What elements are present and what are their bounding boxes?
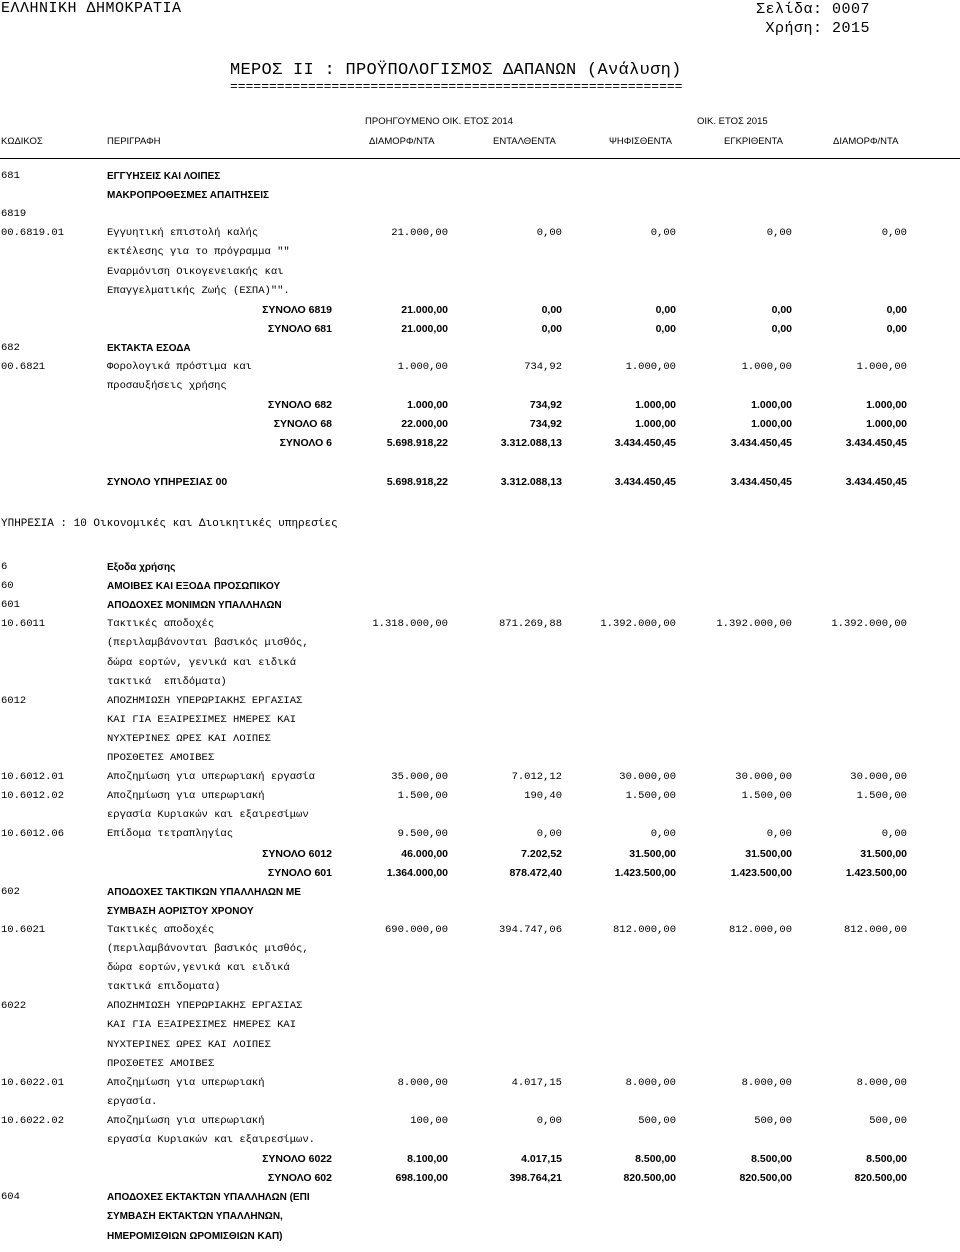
row-code: 601 bbox=[1, 599, 20, 612]
subtotal-label: ΣΥΝΟΛΟ 682 bbox=[267, 399, 332, 412]
row-description: Αποζημίωση για υπερωριακή bbox=[107, 1076, 265, 1089]
row-description: ΜΑΚΡΟΠΡΟΘΕΣΜΕΣ ΑΠΑΙΤΗΣΕΙΣ bbox=[107, 190, 269, 202]
table-row bbox=[0, 1112, 960, 1131]
amount-col-4: 1.500,00 bbox=[741, 790, 792, 803]
table-row bbox=[0, 1036, 960, 1055]
amount-col-3: 3.434.450,45 bbox=[614, 475, 676, 488]
row-code: 10.6012.01 bbox=[1, 771, 65, 784]
amount-col-2: 7.202,52 bbox=[521, 847, 562, 860]
row-description: Αποζημίωση για υπερωριακή bbox=[107, 1114, 265, 1127]
service-heading: ΥΠΗΡΕΣΙΑ : 10 Οικονομικές και Διοικητικές υπηρεσίες bbox=[1, 518, 338, 530]
subtotal-row bbox=[0, 320, 960, 339]
table-row bbox=[0, 224, 960, 243]
amount-col-4: 1.000,00 bbox=[751, 418, 792, 431]
table-row bbox=[0, 377, 960, 396]
row-description: ΚΑΙ ΓΙΑ ΕΞΑΙΡΕΣΙΜΕΣ ΗΜΕΡΕΣ ΚΑΙ bbox=[107, 1019, 297, 1032]
amount-col-4: 31.500,00 bbox=[745, 847, 792, 860]
table-row bbox=[0, 186, 960, 205]
row-description: προσαυξήσεις χρήσης bbox=[107, 380, 227, 393]
amount-col-2: 0,00 bbox=[541, 303, 562, 316]
amount-col-4: 820.500,00 bbox=[739, 1172, 792, 1185]
amount-col-1: 21.000,00 bbox=[391, 227, 448, 240]
amount-col-5: 0,00 bbox=[881, 227, 907, 240]
amount-col-3: 812.000,00 bbox=[612, 923, 676, 936]
amount-col-3: 1.000,00 bbox=[625, 361, 676, 373]
table-row bbox=[0, 615, 960, 634]
amount-col-1: 8.100,00 bbox=[407, 1153, 448, 1166]
table-row bbox=[0, 558, 960, 577]
amount-col-3: 0,00 bbox=[655, 322, 676, 335]
amount-col-5: 30.000,00 bbox=[850, 771, 907, 784]
row-description: ΑΠΟΔΟΧΕΣ ΜΟΝΙΜΩΝ ΥΠΑΛΛΗΛΩΝ bbox=[107, 600, 282, 612]
amount-col-4: 3.434.450,45 bbox=[730, 475, 792, 488]
amount-col-4: 8.500,00 bbox=[751, 1153, 792, 1166]
amount-col-2: 734,92 bbox=[529, 418, 562, 431]
subtotal-row bbox=[0, 434, 960, 453]
row-description: τακτικά επιδόματα) bbox=[107, 675, 227, 688]
table-row bbox=[0, 1093, 960, 1112]
amount-col-3: 31.500,00 bbox=[629, 847, 676, 860]
amount-col-5: 1.423.500,00 bbox=[845, 866, 907, 879]
amount-col-2: 398.764,21 bbox=[509, 1172, 562, 1185]
row-description: ΚΑΙ ΓΙΑ ΕΞΑΙΡΕΣΙΜΕΣ ΗΜΕΡΕΣ ΚΑΙ bbox=[107, 713, 297, 726]
cur-year-header: ΟΙΚ. ΕΤΟΣ 2015 bbox=[697, 116, 768, 127]
table-row bbox=[0, 577, 960, 596]
table-row bbox=[0, 339, 960, 358]
row-description: Φορολογικά πρόστιμα και bbox=[107, 361, 252, 373]
col-desc: ΠΕΡΙΓΡΑΦΗ bbox=[107, 136, 161, 147]
table-row bbox=[0, 1227, 960, 1246]
amount-col-1: 698.100,00 bbox=[395, 1172, 448, 1185]
table-row bbox=[0, 1074, 960, 1093]
amount-col-3: 500,00 bbox=[638, 1114, 676, 1127]
row-code: 6012 bbox=[1, 694, 27, 707]
row-description: εργασία Κυριακών και εξαιρεσίμων. bbox=[107, 1134, 315, 1146]
amount-col-2: 734,92 bbox=[524, 361, 562, 373]
row-description: Εξοδα χρήσης bbox=[107, 562, 176, 573]
table-row bbox=[0, 282, 960, 301]
row-code: 60 bbox=[1, 580, 14, 593]
row-description: ΠΡΟΣΘΕΤΕΣ ΑΜΟΙΒΕΣ bbox=[107, 1057, 215, 1070]
amount-col-5: 820.500,00 bbox=[854, 1172, 907, 1185]
amount-col-3: 1.000,00 bbox=[635, 418, 676, 431]
amount-col-1: 1.500,00 bbox=[397, 790, 448, 803]
amount-col-5: 500,00 bbox=[869, 1114, 907, 1127]
subtotal-row bbox=[0, 473, 960, 492]
col-voted: ΨΗΦΙΣΘΕΝΤΑ bbox=[609, 136, 672, 147]
col-approved: ΕΓΚΡΙΘΕΝΤΑ bbox=[724, 136, 783, 147]
row-description: ΕΚΤΑΚΤΑ ΕΣΟΔΑ bbox=[107, 342, 191, 354]
table-row bbox=[0, 749, 960, 768]
table-row bbox=[0, 711, 960, 730]
amount-col-5: 1.000,00 bbox=[856, 361, 907, 373]
col-paid: ΕΝΤΑΛΘΕΝΤΑ bbox=[493, 136, 556, 147]
amount-col-4: 1.392.000,00 bbox=[716, 618, 792, 631]
amount-col-2: 0,00 bbox=[536, 828, 562, 841]
row-description: ΝΥΧΤΕΡΙΝΕΣ ΩΡΕΣ ΚΑΙ ΛΟΙΠΕΣ bbox=[107, 732, 271, 745]
amount-col-5: 0,00 bbox=[881, 828, 907, 841]
amount-col-2: 0,00 bbox=[541, 322, 562, 335]
table-row bbox=[0, 692, 960, 711]
row-code: 00.6819.01 bbox=[1, 227, 65, 240]
table-row bbox=[0, 263, 960, 282]
amount-col-5: 1.000,00 bbox=[866, 399, 907, 412]
table-row bbox=[0, 596, 960, 615]
amount-col-5: 1.500,00 bbox=[856, 790, 907, 803]
amount-col-4: 0,00 bbox=[771, 303, 792, 316]
amount-col-5: 3.434.450,45 bbox=[845, 475, 907, 488]
amount-col-5: 1.000,00 bbox=[866, 418, 907, 431]
row-description: εργασία Κυριακών και εξαιρεσίμων bbox=[107, 809, 309, 822]
row-code: 602 bbox=[1, 885, 20, 898]
amount-col-1: 22.000,00 bbox=[401, 418, 448, 431]
col-cur-amended: ΔΙΑΜΟΡΦ/ΝΤΑ bbox=[833, 136, 899, 147]
subtotal-row bbox=[0, 864, 960, 883]
subtotal-label: ΣΥΝΟΛΟ 68 bbox=[273, 418, 332, 431]
row-description: Εναρμόνιση Οικογενειακής και bbox=[107, 265, 284, 278]
amount-col-1: 1.364.000,00 bbox=[386, 866, 448, 879]
amount-col-2: 4.017,15 bbox=[511, 1076, 562, 1089]
amount-col-3: 820.500,00 bbox=[623, 1172, 676, 1185]
row-code: 6 bbox=[1, 561, 8, 573]
amount-col-3: 8.000,00 bbox=[625, 1076, 676, 1089]
row-description: εργασία. bbox=[107, 1095, 158, 1108]
table-row bbox=[0, 1055, 960, 1074]
row-description: (περιλαμβάνονται βασικός μισθός, bbox=[107, 943, 309, 955]
row-description: ΣΥΜΒΑΣΗ ΕΚΤΑΚΤΩΝ ΥΠΑΛΛΗΝΩΝ, bbox=[107, 1211, 283, 1223]
amount-col-4: 30.000,00 bbox=[735, 771, 792, 784]
subtotal-label: ΣΥΝΟΛΟ 6 bbox=[279, 437, 332, 450]
row-code: 10.6022.01 bbox=[1, 1076, 65, 1089]
amount-col-5: 0,00 bbox=[886, 322, 907, 335]
table-row bbox=[0, 978, 960, 997]
amount-col-1: 9.500,00 bbox=[397, 828, 448, 841]
amount-col-3: 0,00 bbox=[655, 303, 676, 316]
amount-col-3: 0,00 bbox=[650, 227, 676, 240]
row-description: ΑΠΟΔΟΧΕΣ ΕΚΤΑΚΤΩΝ ΥΠΑΛΛΗΛΩΝ (ΕΠΙ bbox=[107, 1192, 310, 1204]
amount-col-4: 1.000,00 bbox=[741, 361, 792, 373]
document-title: ΜΕΡΟΣ ΙΙ : ΠΡΟΫΠΟΛΟΓΙΣΜΟΣ ΔΑΠΑΝΩΝ (Ανάλυση) bbox=[230, 61, 682, 80]
org-name: ΕΛΛΗΝΙΚΗ ΔΗΜΟΚΡΑΤΙΑ bbox=[1, 0, 182, 17]
amount-col-1: 46.000,00 bbox=[401, 847, 448, 860]
amount-col-5: 8.000,00 bbox=[856, 1076, 907, 1089]
table-row bbox=[0, 997, 960, 1016]
table-row bbox=[0, 654, 960, 673]
row-description: δώρα εορτών,γενικά και ειδικά bbox=[107, 962, 290, 975]
table-row bbox=[0, 454, 960, 473]
row-description: ΣΥΜΒΑΣΗ ΑΟΡΙΣΤΟΥ ΧΡΟΝΟΥ bbox=[107, 905, 254, 917]
row-description: δώρα εορτών, γενικά και ειδικά bbox=[107, 656, 297, 669]
amount-col-2: 0,00 bbox=[536, 227, 562, 240]
row-description: ΝΥΧΤΕΡΙΝΕΣ ΩΡΕΣ ΚΑΙ ΛΟΙΠΕΣ bbox=[107, 1038, 271, 1051]
amount-col-5: 8.500,00 bbox=[866, 1153, 907, 1166]
row-description: Τακτικές αποδοχές bbox=[107, 618, 215, 631]
table-row bbox=[0, 902, 960, 921]
row-description: Αποζημίωση για υπερωριακή εργασία bbox=[107, 771, 315, 784]
amount-col-5: 812.000,00 bbox=[843, 923, 907, 936]
table-row bbox=[0, 1131, 960, 1150]
title-underline: ========================================================== bbox=[230, 79, 683, 94]
row-description: (περιλαμβάνονται βασικός μισθός, bbox=[107, 637, 309, 650]
page-info bbox=[756, 0, 870, 38]
table-row bbox=[0, 768, 960, 787]
subtotal-label: ΣΥΝΟΛΟ 6012 bbox=[262, 847, 332, 860]
amount-col-1: 100,00 bbox=[410, 1114, 448, 1127]
row-code: 10.6012.02 bbox=[1, 790, 65, 803]
amount-col-1: 8.000,00 bbox=[397, 1076, 448, 1089]
amount-col-1: 5.698.918,22 bbox=[386, 437, 448, 450]
row-description: Τακτικές αποδοχές bbox=[107, 923, 215, 936]
page-number: Σελίδα: 0007 bbox=[755, 1, 870, 18]
amount-col-2: 3.312.088,13 bbox=[500, 437, 562, 450]
row-description: ΑΠΟΖΗΜΙΩΣΗ ΥΠΕΡΩΡΙΑΚΗΣ ΕΡΓΑΣΙΑΣ bbox=[107, 1000, 303, 1013]
amount-col-1: 5.698.918,22 bbox=[386, 475, 448, 488]
table-row bbox=[0, 787, 960, 806]
row-description: ΑΜΟΙΒΕΣ ΚΑΙ ΕΞΟΔΑ ΠΡΟΣΩΠΙΚΟΥ bbox=[107, 581, 281, 593]
subtotal-row bbox=[0, 396, 960, 415]
table-row bbox=[0, 673, 960, 692]
amount-col-4: 1.000,00 bbox=[751, 399, 792, 412]
row-description: Εγγυητική επιστολή καλής bbox=[107, 227, 259, 240]
amount-col-5: 0,00 bbox=[886, 303, 907, 316]
amount-col-1: 21.000,00 bbox=[401, 322, 448, 335]
amount-col-3: 1.423.500,00 bbox=[614, 866, 676, 879]
subtotal-row bbox=[0, 845, 960, 864]
subtotal-row bbox=[0, 1150, 960, 1169]
amount-col-1: 690.000,00 bbox=[384, 923, 448, 936]
subtotal-label: ΣΥΝΟΛΟ 6819 bbox=[262, 303, 332, 316]
amount-col-4: 500,00 bbox=[754, 1114, 792, 1127]
table-row bbox=[0, 243, 960, 262]
amount-col-1: 1.318.000,00 bbox=[372, 618, 448, 631]
amount-col-4: 8.000,00 bbox=[741, 1076, 792, 1089]
amount-col-2: 3.312.088,13 bbox=[500, 475, 562, 488]
subtotal-label: ΣΥΝΟΛΟ 601 bbox=[267, 866, 332, 879]
amount-col-2: 734,92 bbox=[529, 399, 562, 412]
row-description: εκτέλεσης για το πρόγραμμα "" bbox=[107, 246, 290, 259]
amount-col-2: 878.472,40 bbox=[509, 866, 562, 879]
row-code: 10.6011 bbox=[1, 618, 46, 631]
fiscal-year: Χρήση: 2015 bbox=[765, 20, 870, 37]
subtotal-label: ΣΥΝΟΛΟ 681 bbox=[267, 322, 332, 335]
amount-col-2: 394.747,06 bbox=[498, 923, 562, 936]
row-code: 6022 bbox=[1, 1000, 27, 1013]
table-row bbox=[0, 1188, 960, 1207]
table-row bbox=[0, 358, 960, 377]
amount-col-3: 1.392.000,00 bbox=[600, 618, 676, 631]
row-description: ΠΡΟΣΘΕΤΕΣ ΑΜΟΙΒΕΣ bbox=[107, 752, 215, 764]
row-code: 681 bbox=[1, 170, 20, 182]
row-code: 00.6821 bbox=[1, 361, 46, 373]
table-row bbox=[0, 1016, 960, 1035]
row-description: Επαγγελματικής Ζωής (ΕΣΠΑ)"". bbox=[107, 284, 290, 297]
amount-col-3: 3.434.450,45 bbox=[614, 437, 676, 450]
row-description: ΗΜΕΡΟΜΙΣΘΙΩΝ ΩΡΟΜΙΣΘΙΩΝ ΚΑΠ) bbox=[107, 1230, 283, 1242]
subtotal-row bbox=[0, 301, 960, 320]
amount-col-4: 3.434.450,45 bbox=[730, 437, 792, 450]
table-row bbox=[0, 634, 960, 653]
amount-col-1: 1.000,00 bbox=[407, 399, 448, 412]
table-row bbox=[0, 959, 960, 978]
table-row bbox=[0, 921, 960, 940]
row-code: 6819 bbox=[1, 208, 27, 221]
amount-col-4: 0,00 bbox=[771, 322, 792, 335]
row-description: ΕΓΓΥΗΣΕΙΣ ΚΑΙ ΛΟΙΠΕΣ bbox=[107, 171, 221, 182]
amount-col-1: 21.000,00 bbox=[401, 303, 448, 316]
col-prev-amended: ΔΙΑΜΟΡΦ/ΝΤΑ bbox=[369, 136, 435, 147]
amount-col-1: 1.000,00 bbox=[397, 361, 448, 373]
row-description: ΑΠΟΔΟΧΕΣ ΤΑΚΤΙΚΩΝ ΥΠΑΛΛΗΛΩΝ ΜΕ bbox=[107, 886, 301, 898]
amount-col-2: 190,40 bbox=[524, 790, 562, 803]
table-row bbox=[0, 730, 960, 749]
col-code: ΚΩΔΙΚΟΣ bbox=[1, 136, 43, 147]
amount-col-3: 1.000,00 bbox=[635, 399, 676, 412]
row-description: ΑΠΟΖΗΜΙΩΣΗ ΥΠΕΡΩΡΙΑΚΗΣ ΕΡΓΑΣΙΑΣ bbox=[107, 694, 303, 707]
row-description: Επίδομα τετραπληγίας bbox=[107, 828, 234, 841]
amount-col-5: 31.500,00 bbox=[860, 847, 907, 860]
amount-col-1: 35.000,00 bbox=[391, 771, 448, 784]
row-code: 10.6022.02 bbox=[1, 1114, 65, 1127]
prev-year-header: ΠΡΟΗΓΟΥΜΕΝΟ ΟΙΚ. ΕΤΟΣ 2014 bbox=[365, 116, 513, 127]
amount-col-5: 3.434.450,45 bbox=[845, 437, 907, 450]
table-row bbox=[0, 205, 960, 224]
table-row bbox=[0, 940, 960, 959]
row-code: 604 bbox=[1, 1191, 20, 1204]
row-code: 682 bbox=[1, 341, 20, 354]
amount-col-4: 0,00 bbox=[766, 828, 792, 841]
amount-col-2: 871.269,88 bbox=[498, 618, 562, 631]
amount-col-4: 812.000,00 bbox=[728, 923, 792, 936]
row-description: τακτικά επιδοματα) bbox=[107, 981, 221, 994]
amount-col-3: 0,00 bbox=[650, 828, 676, 841]
table-row bbox=[0, 806, 960, 825]
amount-col-4: 0,00 bbox=[766, 227, 792, 240]
subtotal-label: ΣΥΝΟΛΟ 6022 bbox=[262, 1153, 332, 1166]
row-code: 10.6021 bbox=[1, 923, 46, 936]
table-row bbox=[0, 1207, 960, 1226]
amount-col-3: 30.000,00 bbox=[619, 771, 676, 784]
amount-col-2: 0,00 bbox=[536, 1114, 562, 1127]
header-divider bbox=[0, 158, 960, 159]
amount-col-2: 7.012,12 bbox=[511, 771, 562, 784]
subtotal-row bbox=[0, 1169, 960, 1188]
row-code: 10.6012.06 bbox=[1, 828, 65, 841]
subtotal-row bbox=[0, 415, 960, 434]
amount-col-3: 1.500,00 bbox=[625, 790, 676, 803]
subtotal-label: ΣΥΝΟΛΟ 602 bbox=[267, 1172, 332, 1185]
amount-col-4: 1.423.500,00 bbox=[730, 866, 792, 879]
table-row bbox=[0, 825, 960, 844]
row-description: Αποζημίωση για υπερωριακή bbox=[107, 790, 265, 803]
amount-col-2: 4.017,15 bbox=[521, 1153, 562, 1166]
amount-col-5: 1.392.000,00 bbox=[831, 618, 907, 631]
subtotal-label: ΣΥΝΟΛΟ ΥΠΗΡΕΣΙΑΣ 00 bbox=[107, 475, 228, 488]
table-row bbox=[0, 883, 960, 902]
amount-col-3: 8.500,00 bbox=[635, 1153, 676, 1166]
table-row bbox=[0, 167, 960, 186]
